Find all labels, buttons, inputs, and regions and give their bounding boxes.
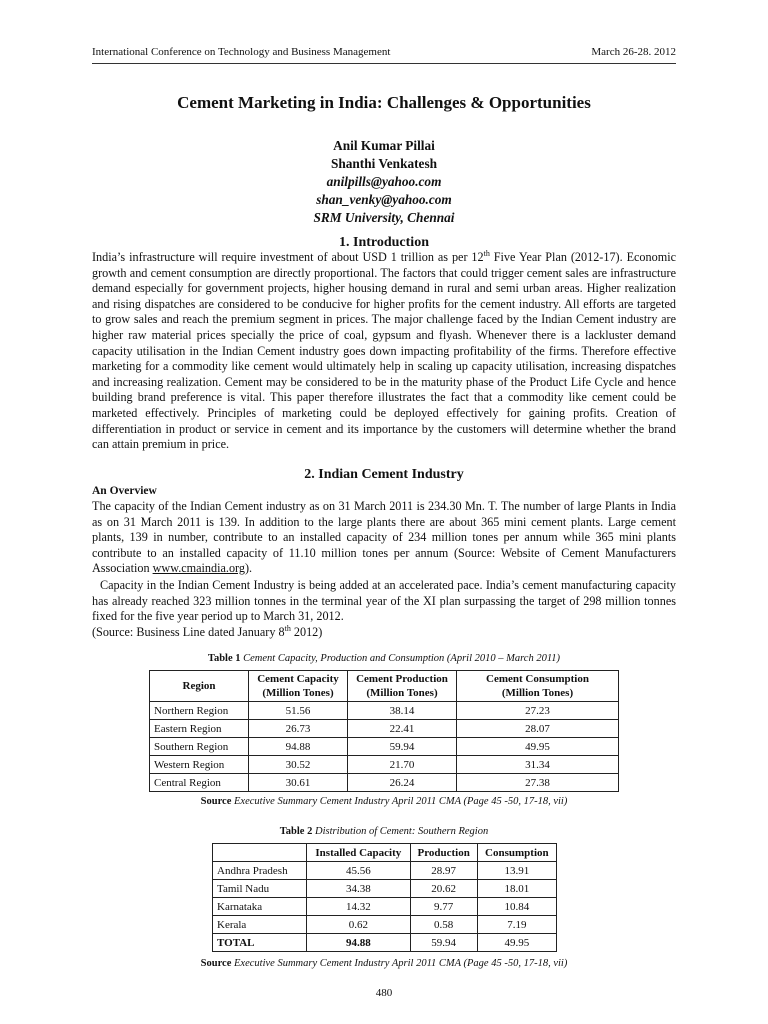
cell-value: 22.41: [348, 720, 457, 738]
column-header-consumption: Consumption: [477, 844, 556, 862]
cell-region: Eastern Region: [150, 720, 249, 738]
column-header-production: [348, 671, 457, 702]
table-row: [150, 774, 619, 792]
header-divider: [92, 63, 676, 64]
table-row: [213, 916, 557, 934]
table2-caption-text: Distribution of Cement: Southern Region: [314, 826, 489, 837]
table-row: [213, 862, 557, 880]
cell-value: 28.07: [457, 720, 619, 738]
header-unit: (Million Tones): [262, 687, 334, 699]
source-label: Source: [200, 958, 232, 969]
table-row: [213, 880, 557, 898]
table2-label: Table 2: [279, 826, 313, 837]
table-row: [150, 756, 619, 774]
cell-value: 59.94: [410, 934, 477, 952]
cell-value: 28.97: [410, 862, 477, 880]
author-email: anilpills@yahoo.com: [326, 174, 442, 189]
cell-value: 30.61: [249, 774, 348, 792]
superscript: th: [284, 623, 291, 633]
capacity-paragraph: Capacity in the Indian Cement Industry is being added at an accelerated pace. India’s cement manufacturing capacity has already reached 323 million tonnes in the terminal year of the XI plan surpassing the target of 298 million tonnes fixed for the five year period up to March 31, 2012.: [92, 578, 676, 624]
cell-value: 13.91: [477, 862, 556, 880]
cell-region: Western Region: [150, 756, 249, 774]
table2-southern-region: [212, 843, 557, 952]
introduction-paragraph: [92, 250, 676, 458]
cell-value: 7.19: [477, 916, 556, 934]
source-text: Executive Summary Cement Industry April 2011 CMA (Page 45 -50, 17-18, vii): [234, 796, 568, 807]
column-header-installed-capacity: Installed Capacity: [307, 844, 411, 862]
table-row: [150, 720, 619, 738]
cma-website-link[interactable]: www.cmaindia.org: [152, 561, 245, 576]
intro-text-part: India’s infrastructure will require investment of about USD 1 trillion as per 12: [92, 250, 484, 264]
section-heading-indian-cement-industry: 2. Indian Cement Industry: [304, 467, 464, 482]
header-line: Cement Production: [356, 673, 448, 685]
column-header-production: Production: [410, 844, 477, 862]
cell-region: Northern Region: [150, 702, 249, 720]
table1-caption-text: Cement Capacity, Production and Consumption (April 2010 – March 2011): [243, 653, 561, 664]
table1-caption: [0, 653, 768, 664]
cell-value: 49.95: [457, 738, 619, 756]
table-total-row: [213, 934, 557, 952]
header-line: Cement Capacity: [257, 673, 339, 685]
cell-value: 20.62: [410, 880, 477, 898]
cell-value: 21.70: [348, 756, 457, 774]
source-citation: [92, 625, 676, 641]
author-name: Shanthi Venkatesh: [330, 156, 438, 171]
cell-value: 51.56: [249, 702, 348, 720]
table-header-row: [213, 844, 557, 862]
cell-value: 49.95: [477, 934, 556, 952]
cell-value: 18.01: [477, 880, 556, 898]
cell-state: Karnataka: [213, 898, 307, 916]
cell-value: 94.88: [307, 934, 411, 952]
cell-state: Kerala: [213, 916, 307, 934]
intro-text-part: Five Year Plan (2012-17). Economic growth and cement consumption are directly proportional. The factors that could trigger cement sales are infrastructure demand especially for government projects, higher housing demand in rural and semi urban areas. Higher realization and rising dispatches are considered to be conducive for higher profits for the cement industry. All efforts are targeted to grow sales and reach the premium segment in prices. The major challenge faced by the Indian Cement industry are higher raw material prices specially the price of coal, gypsum and flyash. Whenever there is a lackluster demand capacity utilisation in the Indian Cement industry goes down impacting profitability of the firms. Therefore effective marketing for a commodity like cement would ultimately help in scaling up capacity utilisation, increasing dispatches and increasing realization. Cement may be considered to be in the maturity phase of the Product Life Cycle and hence building brand preference is vital. This paper therefore illustrates the fact that a commodity like cement could be marketed effectively. Principles of marketing could be deployed effectively for gaining profits. Creation of differentiation in product or service in cement and its importance by the customers will determine whether the brand can attain premium in price.: [92, 250, 676, 452]
overview-text-part: The capacity of the Indian Cement industry as on 31 March 2011 is 234.30 Mn. T. The number of large Plants in India as on 31 March 2011 is 139. In addition to the large plants there are about 365 mini cement plants. Large cement plants, 139 in number, contribute to an installed capacity of 234 million tones per annum while 365 mini plants contribute to an installed capacity of 11.10 million tones per annum (Source: Website of Cement Manufacturers Association: [92, 499, 676, 576]
cell-value: 26.24: [348, 774, 457, 792]
table1-source: [0, 796, 768, 807]
author-block: [0, 137, 768, 227]
cell-region: Southern Region: [150, 738, 249, 756]
source-text-part: 2012): [290, 625, 323, 639]
cell-value: 31.34: [457, 756, 619, 774]
author-affiliation: SRM University, Chennai: [313, 210, 455, 225]
cell-value: 26.73: [249, 720, 348, 738]
table-header-row: [150, 671, 619, 702]
table1-cement-capacity: [149, 670, 619, 792]
cell-value: 34.38: [307, 880, 411, 898]
source-text-part: (Source: Business Line dated January 8: [92, 625, 285, 639]
cell-value: 10.84: [477, 898, 556, 916]
cell-value: 27.38: [457, 774, 619, 792]
cell-state: Tamil Nadu: [213, 880, 307, 898]
cell-state: Andhra Pradesh: [213, 862, 307, 880]
table-row: [213, 898, 557, 916]
table-row: [150, 702, 619, 720]
cell-value: 9.77: [410, 898, 477, 916]
subsection-heading-overview: An Overview: [92, 485, 157, 497]
overview-paragraph: [92, 499, 676, 577]
table-row: [150, 738, 619, 756]
column-header-consumption: [457, 671, 619, 702]
author-name: Anil Kumar Pillai: [333, 138, 435, 153]
cell-value: 0.62: [307, 916, 411, 934]
page-number: 480: [375, 987, 393, 999]
overview-text-part: ).: [245, 561, 253, 576]
cell-value: 14.32: [307, 898, 411, 916]
running-header-conference: International Conference on Technology and Business Management: [92, 46, 391, 58]
cell-value: 59.94: [348, 738, 457, 756]
table2-source: [0, 958, 768, 969]
column-header-region: Region: [150, 671, 249, 702]
cell-value: 45.56: [307, 862, 411, 880]
superscript: th: [483, 250, 490, 258]
cell-region: Central Region: [150, 774, 249, 792]
cell-value: 30.52: [249, 756, 348, 774]
cell-value: 38.14: [348, 702, 457, 720]
table1-label: Table 1: [207, 653, 241, 664]
cell-value: 0.58: [410, 916, 477, 934]
section-heading-introduction: 1. Introduction: [339, 235, 429, 250]
table2-caption: [0, 826, 768, 837]
cell-value: 27.23: [457, 702, 619, 720]
column-header-state: [213, 844, 307, 862]
paper-title: Cement Marketing in India: Challenges & Opportunities: [177, 93, 591, 112]
header-unit: (Million Tones): [366, 687, 438, 699]
cell-total-label: TOTAL: [213, 934, 307, 952]
header-unit: (Million Tones): [501, 687, 574, 699]
source-text: Executive Summary Cement Industry April 2011 CMA (Page 45 -50, 17-18, vii): [234, 958, 568, 969]
source-label: Source: [200, 796, 232, 807]
author-email: shan_venky@yahoo.com: [316, 192, 452, 207]
running-header-date: March 26-28. 2012: [591, 46, 676, 58]
column-header-capacity: [249, 671, 348, 702]
header-line: Cement Consumption: [486, 673, 589, 685]
cell-value: 94.88: [249, 738, 348, 756]
